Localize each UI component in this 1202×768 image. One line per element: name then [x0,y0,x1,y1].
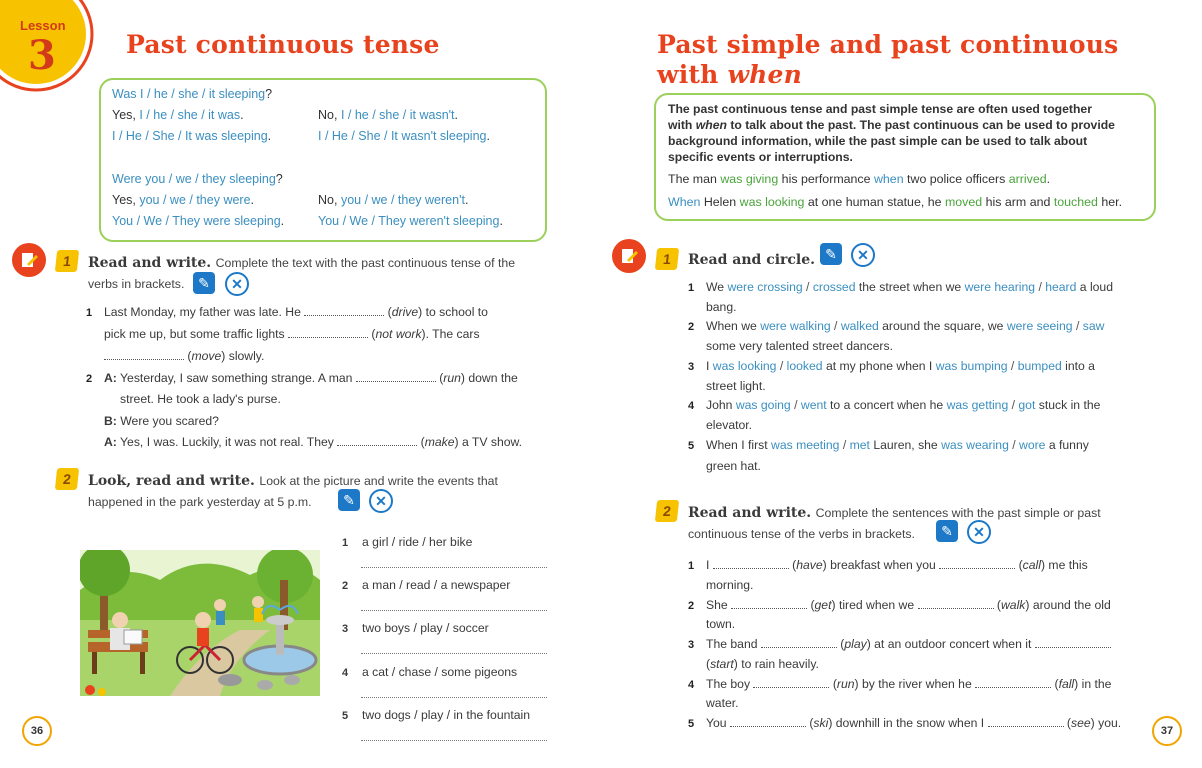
example-sentence-1: The man was giving his performance when two police officers arrived. [668,172,1051,186]
answer-blank[interactable] [713,556,789,569]
choice-option[interactable]: got [1018,398,1036,412]
right-exercise2-instruction-2: continuous tense of the verbs in brackets. [688,527,915,541]
pencil-icon[interactable]: ✎ [193,272,215,294]
right-exercise2-number: 2 [655,500,679,522]
choice-option[interactable]: was bumping [935,359,1008,373]
fill-item-2: 2 She (get) tired when we (walk) around the old [688,598,1111,612]
circle-item-5: 5 When I first was meeting / met Lauren, she was wearing / wore a funny [688,438,1089,452]
fill-item-4: 4 The boy (run) by the river when he (fall) in the [688,677,1112,691]
ex2-item-3: 3 two boys / play / soccer [342,621,489,635]
answer-blank[interactable] [753,675,829,688]
grammar-no2: No, you / we / they weren't. [318,193,469,207]
choice-option[interactable]: was getting [946,398,1009,412]
right-exercise2-instruction: Complete the sentences with the past simple or past [815,506,1101,520]
choice-option[interactable]: heard [1045,280,1077,294]
left-exercise1-title: Read and write. [88,255,212,271]
answer-blank[interactable] [988,714,1064,727]
choice-option[interactable]: was wearing [941,438,1009,452]
circle-item-3: 3 I was looking / looked at my phone when I was bumping / bumped into a [688,359,1095,373]
right-page-title-line2: with when [657,60,803,89]
right-exercise2-title: Read and write. [688,505,812,521]
close-icon[interactable]: ✕ [967,520,991,544]
park-scene-image [80,550,320,696]
left-exercise2-number: 2 [55,468,79,490]
circle-item-1-cont: bang. [706,300,737,314]
write-activity-icon [612,239,646,273]
answer-blank[interactable] [337,433,417,446]
pencil-icon[interactable]: ✎ [936,520,958,542]
ex2-item-4: 4 a cat / chase / some pigeons [342,665,518,679]
close-icon[interactable]: ✕ [225,272,249,296]
choice-option[interactable]: were crossing [727,280,803,294]
left-ex1-item2-line3: B: Were you scared? [104,414,219,428]
grammar-aff2: You / We / They were sleeping. [112,214,285,228]
grammar-q2: Were you / we / they sleeping? [112,172,283,186]
answer-blank[interactable] [730,714,806,727]
choice-option[interactable]: crossed [812,280,856,294]
example-sentence-2: When Helen was looking at one human statue, he moved his arm and touched her. [668,195,1123,209]
lesson-number: 3 [28,32,56,79]
circle-item-2: 2 When we were walking / walked around the square, we were seeing / saw [688,319,1105,333]
explanation-text: The past continuous tense and past simple tense are often used together with when to talk about the past. The past continuous can be used to provide background information, while the past simple can be used to talk about specific events or interruptions. [668,102,1115,164]
circle-item-1: 1 We were crossing / crossed the street when we were hearing / heard a loud [688,280,1113,294]
left-exercise2-title: Look, read and write. [88,473,255,489]
circle-item-4-cont: elevator. [706,418,753,432]
left-ex1-item2-line2: street. He took a lady's purse. [120,392,281,406]
left-ex1-item1-line1: 1 Last Monday, my father was late. He (drive) to school to [86,305,488,319]
left-page-title: Past continuous tense [126,30,440,59]
answer-line[interactable] [361,609,547,611]
choice-option[interactable]: was meeting [771,438,840,452]
circle-item-2-cont: some very talented street dancers. [706,339,893,353]
answer-blank[interactable] [288,325,368,338]
ex2-item-2: 2 a man / read / a newspaper [342,578,511,592]
grammar-neg1: I / He / She / It wasn't sleeping. [318,129,490,143]
pencil-icon[interactable]: ✎ [820,243,842,265]
close-icon[interactable]: ✕ [369,489,393,513]
choice-option[interactable]: was looking [712,359,777,373]
grammar-neg2: You / We / They weren't sleeping. [318,214,503,228]
right-exercise1-title: Read and circle. [688,252,816,268]
left-exercise1-instruction-2: verbs in brackets. [88,277,185,291]
left-exercise1-number: 1 [55,250,79,272]
circle-item-5-cont: green hat. [706,459,761,473]
answer-line[interactable] [361,652,547,654]
grammar-aff1: I / He / She / It was sleeping. [112,129,272,143]
circle-item-4: 4 John was going / went to a concert when he was getting / got stuck in the [688,398,1101,412]
left-ex1-item2-line1: 2 A: Yesterday, I saw something strange. A man (run) down the [86,371,518,385]
answer-blank[interactable] [761,635,837,648]
choice-option[interactable]: wore [1019,438,1046,452]
ex2-item-1: 1 a girl / ride / her bike [342,535,473,549]
choice-option[interactable]: met [849,438,870,452]
fill-item-5: 5 You (ski) downhill in the snow when I (see) you. [688,716,1122,730]
choice-option[interactable]: bumped [1017,359,1062,373]
park-illustration [80,550,320,696]
circle-item-3-cont: street light. [706,379,766,393]
close-icon[interactable]: ✕ [851,243,875,267]
fill-item-2-cont: town. [706,617,736,631]
choice-option[interactable]: walked [840,319,879,333]
left-exercise2-instruction: Look at the picture and write the events that [259,474,498,488]
fill-item-1: 1 I (have) breakfast when you (call) me this [688,558,1088,572]
fill-item-3: 3 The band (play) at an outdoor concert when it [688,634,1111,655]
left-ex1-item1-line3: (move) slowly. [104,346,264,366]
left-ex1-item2-line4: A: Yes, I was. Luckily, it was not real. They (make) a TV show. [104,435,523,449]
page-number-left: 36 [22,716,52,746]
left-exercise1-header [88,254,515,272]
choice-option[interactable]: saw [1082,319,1105,333]
choice-option[interactable]: were hearing [964,280,1036,294]
choice-option[interactable]: were seeing [1006,319,1073,333]
grammar-yes2: Yes, you / we / they were. [112,193,255,207]
answer-line[interactable] [361,566,547,568]
answer-blank[interactable] [731,596,807,609]
fill-item-1-cont: morning. [706,578,754,592]
left-exercise2-header [88,472,498,490]
choice-option[interactable]: was going [735,398,791,412]
choice-option[interactable]: looked [786,359,823,373]
answer-blank[interactable] [918,596,994,609]
grammar-yes1: Yes, I / he / she / it was. [112,108,244,122]
grammar-no1: No, I / he / she / it wasn't. [318,108,458,122]
answer-line[interactable] [361,696,547,698]
answer-blank[interactable] [104,347,184,360]
grammar-q1: Was I / he / she / it sleeping? [112,87,273,101]
answer-blank[interactable] [356,369,436,382]
right-exercise1-number: 1 [655,248,679,270]
ex2-item-5: 5 two dogs / play / in the fountain [342,708,531,722]
answer-blank[interactable] [1035,635,1111,648]
answer-blank[interactable] [939,556,1015,569]
left-ex1-item1-line2: pick me up, but some traffic lights (not work). The cars [104,327,480,341]
page-number-right: 37 [1152,716,1182,746]
fill-item-3-cont: (start) to rain heavily. [706,657,819,671]
write-activity-icon [12,243,46,277]
right-exercise2-header [688,504,1101,522]
left-exercise2-instruction-2: happened in the park yesterday at 5 p.m. [88,495,312,509]
answer-blank[interactable] [304,303,384,316]
choice-option[interactable]: went [800,398,827,412]
answer-blank[interactable] [975,675,1051,688]
choice-option[interactable]: were walking [760,319,831,333]
left-exercise1-instruction: Complete the text with the past continuous tense of the [215,256,516,270]
fill-item-4-cont: water. [706,696,739,710]
lesson-label: Lesson [20,18,66,33]
answer-line[interactable] [361,739,547,741]
pencil-icon[interactable]: ✎ [338,489,360,511]
right-page-title-line1: Past simple and past continuous [657,30,1119,59]
